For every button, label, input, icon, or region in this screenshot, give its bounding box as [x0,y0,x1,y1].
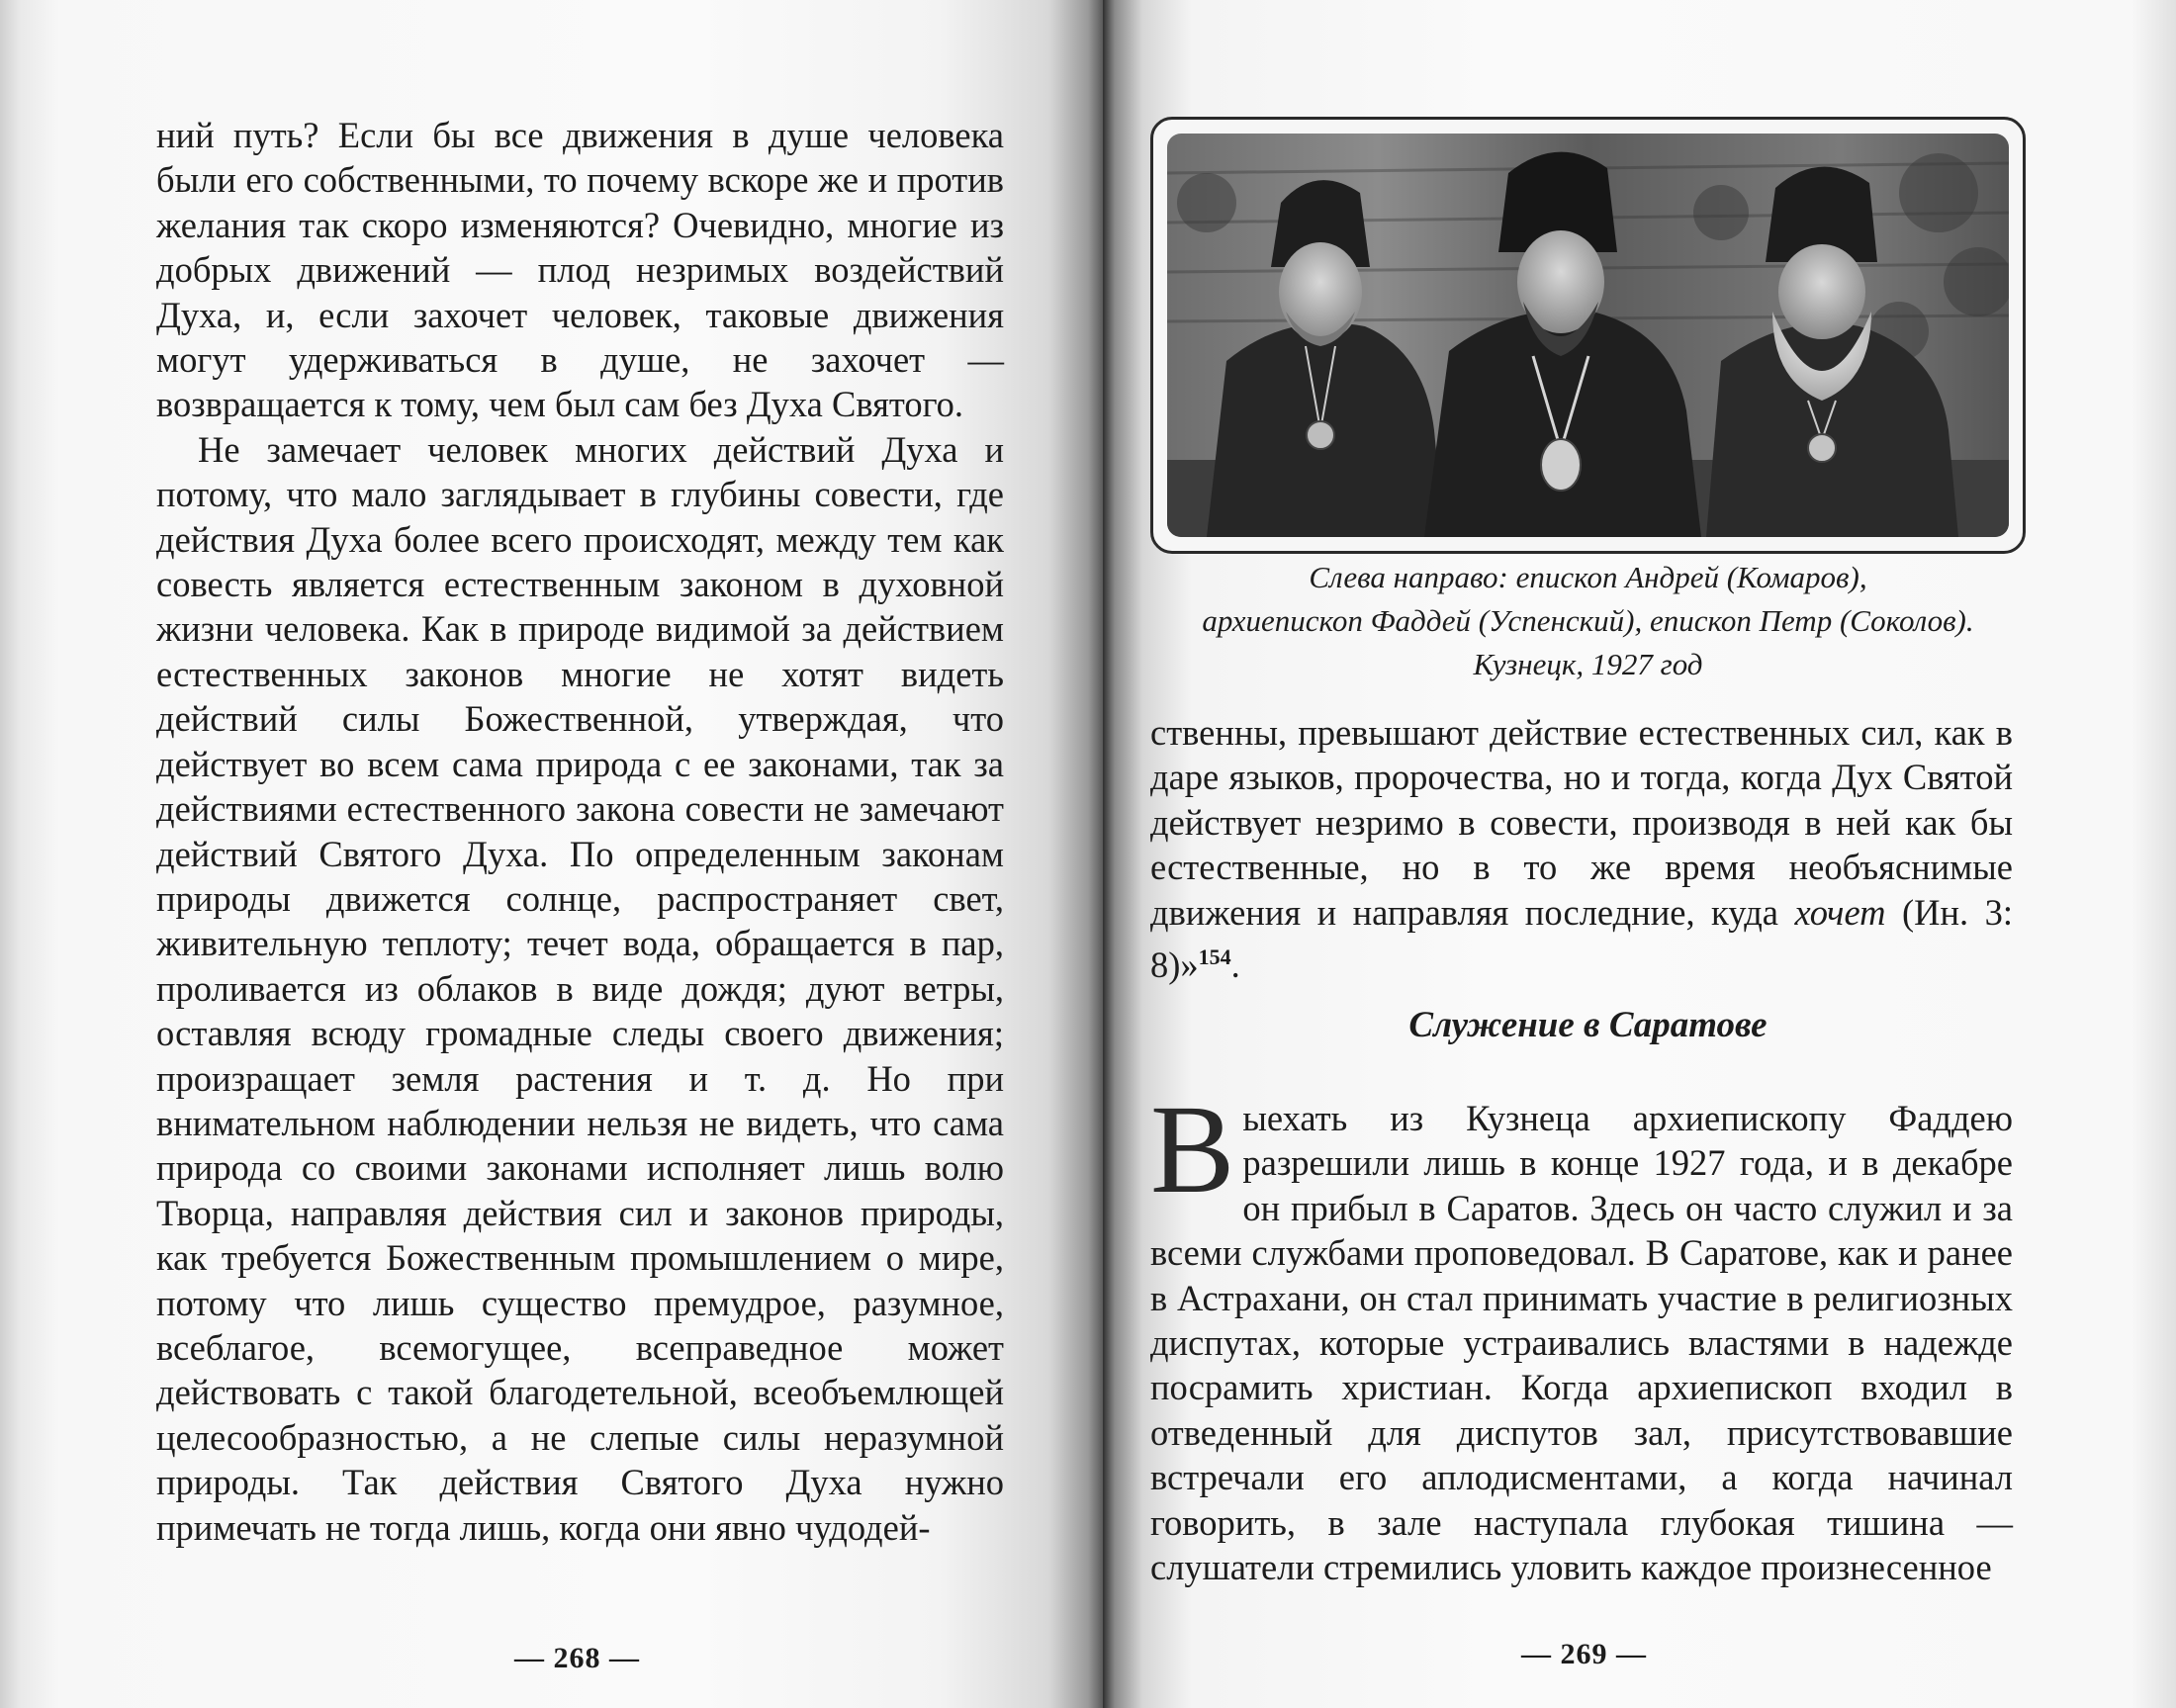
continuation-text: ственны, превышают действие естественных сил, как в даре языков, пророчества, но и тогда, когда Дух Святой действует незримо в совести, производя в ней как бы естественные, но в то же время необъяснимые движения и направляя последние, куда [1150,712,2013,933]
scripture-reference: (Ин. 3: 8)» [1150,891,2013,986]
caption-line-3: Кузнецк, 1927 год [1473,647,1703,681]
left-text-column [156,113,1004,1550]
right-page-number: — 269 — [1521,1638,1647,1670]
left-paragraph-1: ний путь? Если бы все движения в душе человека были его собственными, то почему вскоре же и против желания так скоро изменяются? Очевидно, многие из добрых движений — плод незримых воздействий Духа, и, если захочет человек, таковые движения могут удерживаться в душе, не захочет — возвращается к тому, чем был сам без Духа Святого. [156,115,1004,425]
photo-three-bishops [1167,134,2009,537]
photo-caption [1150,556,2026,686]
section-heading: Служение в Саратове [1408,1005,1768,1045]
section-paragraph [1150,1079,2013,1589]
caption-line-1: Слева направо: епископ Андрей (Комаров), [1309,560,1867,594]
footnote-marker: 154 [1198,944,1231,970]
caption-line-2: архиепископ Фаддей (Успенский), епископ Петр (Соколов). [1202,603,1974,638]
continuation-end: . [1230,944,1240,986]
left-page-number: — 268 — [514,1642,640,1674]
right-continuation-text [1150,710,2013,988]
photo-image [1167,134,2009,537]
continuation-paragraph [1150,710,2013,988]
right-section-text [1150,1079,2013,1589]
section-body: ыехать из Кузнеца архиепископу Фаддею разрешили лишь в конце 1927 года, и в декабре он прибыл в Саратов. Здесь он часто служил и за всеми службами проповедовал. В Саратове, как и ранее в Астрахани, он стал принимать участие в религиозных диспутах, которые устраивались властями в надежде посрамить христиан. Когда архиепископ входил в отведенный для диспутов зал, присутствовавшие встречали его аплодисментами, а когда начинал говорить, в зале наступала глубокая тишина — слушатели стремились уловить каждое произнесенное [1150,1098,2013,1588]
continuation-italic: хочет [1794,891,1886,933]
photo-frame [1150,117,2026,554]
left-paragraph-2: Не замечает человек многих действий Духа и потому, что мало заглядывает в глубины совести, где действия Духа более всего происходят, между тем как совесть является естественным законом в духовной жизни человека. Как в природе видимой за действием естественных законов многие не хотят видеть действий силы Божественной, утверждая, что действует во всем сама природа с ее законами, так за действиями естественного закона совести не замечают действий Святого Духа. По определенным законам природы движется солнце, распространяет свет, живительную теплоту; течет вода, обращается в пар, проливается из облаков в виде дождя; дуют ветры, оставляя всюду громадные следы своего движения; произращает земля растения и т. д. Но при внимательном наблюдении нельзя не видеть, что сама природа со своими законами исполняет лишь волю Творца, направляя действия сил и законов природы, как требуется Божественным промышлением о мире, потому что лишь существо премудрое, разумное, всеблагое, всемогущее, всеправедное может действовать с такой благодетельной, всеобъемлющей целесообразностью, а не слепые силы неразумной природы. Так действия Святого Духа нужно примечать не тогда лишь, когда они явно чудодей- [156,428,1004,1548]
drop-cap: В [1150,1079,1235,1219]
